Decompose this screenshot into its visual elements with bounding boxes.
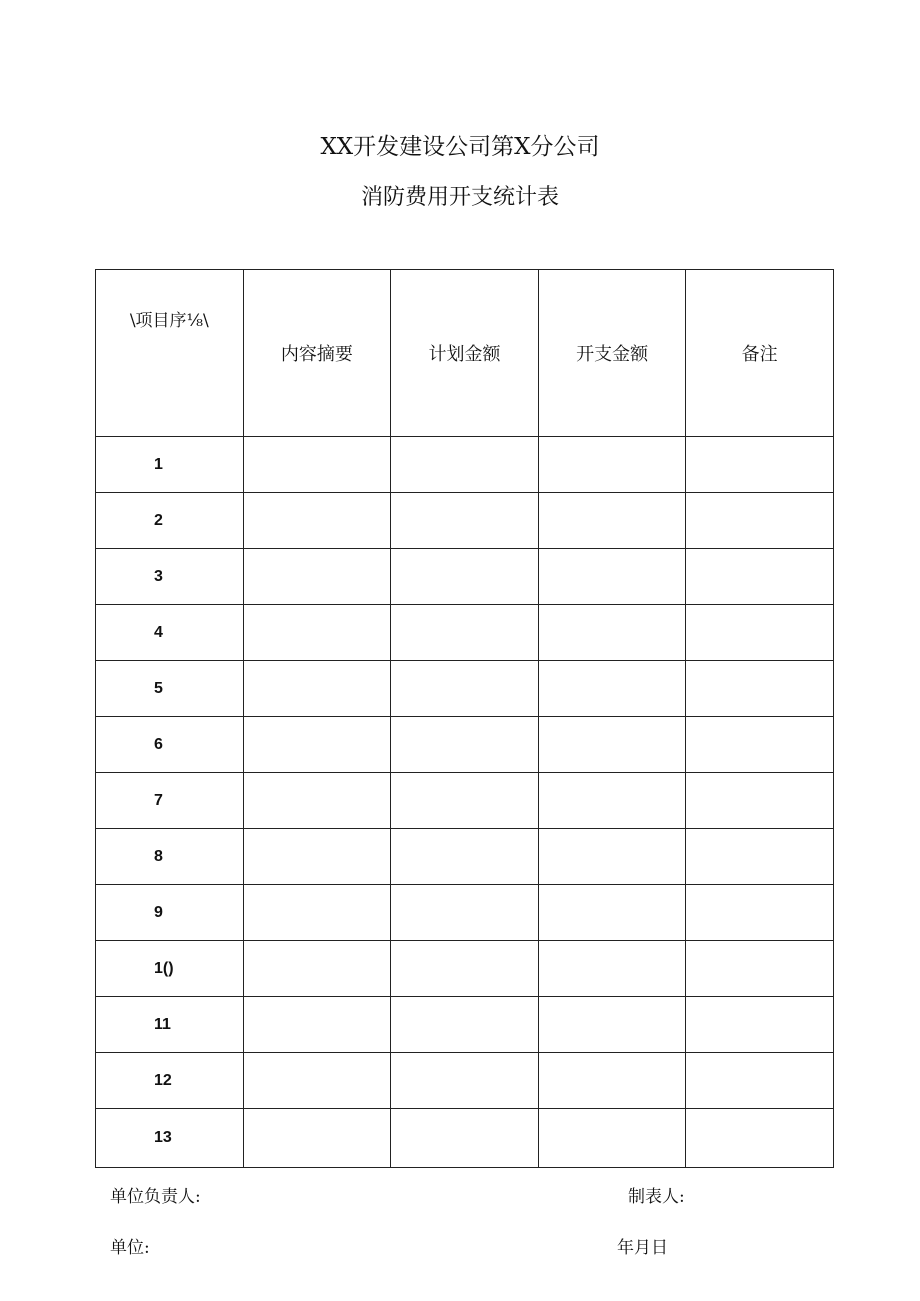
header-item-number-label: \项目序⅛\ [129,311,209,331]
row-number: 13 [96,1109,244,1168]
table-row [96,829,834,885]
date-label: 年月日 [617,1238,668,1258]
planned-amount-cell [391,605,539,661]
actual-amount-cell [538,661,686,717]
content-cell [243,605,391,661]
row-number: 8 [96,829,244,885]
table-row [96,773,834,829]
actual-amount-cell [538,829,686,885]
header-item-number [96,270,244,437]
remarks-cell [686,437,834,493]
planned-amount-cell [391,1109,539,1168]
actual-amount-cell [538,605,686,661]
header-content-summary: 内容摘要 [243,270,391,437]
planned-amount-cell [391,549,539,605]
planned-amount-cell [391,493,539,549]
row-number: 1 [96,437,244,493]
table-row [96,885,834,941]
content-cell [243,717,391,773]
remarks-cell [686,885,834,941]
table-row [96,661,834,717]
actual-amount-cell [538,773,686,829]
table-row [96,605,834,661]
document-subtitle: 消防费用开支统计表 [360,185,559,210]
actual-amount-cell [538,1053,686,1109]
preparer-label: 制表人: [628,1187,685,1207]
remarks-cell [686,997,834,1053]
table-row [96,493,834,549]
actual-amount-cell [538,549,686,605]
row-number: 5 [96,661,244,717]
actual-amount-cell [538,885,686,941]
row-number: 6 [96,717,244,773]
content-cell [243,1109,391,1168]
actual-amount-cell [538,437,686,493]
header-planned-amount: 计划金额 [391,270,539,437]
table-header-row [96,270,834,437]
content-cell [243,661,391,717]
planned-amount-cell [391,773,539,829]
remarks-cell [686,661,834,717]
content-cell [243,493,391,549]
table-row [96,717,834,773]
unit-head-label: 单位负责人: [110,1187,201,1207]
content-cell [243,829,391,885]
row-number: 1() [96,941,244,997]
row-number: 12 [96,1053,244,1109]
content-cell [243,1053,391,1109]
content-cell [243,549,391,605]
remarks-cell [686,829,834,885]
remarks-cell [686,941,834,997]
remarks-cell [686,1109,834,1168]
planned-amount-cell [391,1053,539,1109]
planned-amount-cell [391,997,539,1053]
planned-amount-cell [391,437,539,493]
unit-label: 单位: [110,1238,150,1258]
table-row [96,1109,834,1168]
actual-amount-cell [538,1109,686,1168]
table-row [96,437,834,493]
remarks-cell [686,717,834,773]
planned-amount-cell [391,941,539,997]
planned-amount-cell [391,717,539,773]
content-cell [243,997,391,1053]
actual-amount-cell [538,941,686,997]
expense-table [95,269,834,1168]
remarks-cell [686,773,834,829]
actual-amount-cell [538,717,686,773]
row-number: 3 [96,549,244,605]
content-cell [243,941,391,997]
row-number: 2 [96,493,244,549]
table-row [96,1053,834,1109]
header-actual-amount: 开支金额 [538,270,686,437]
remarks-cell [686,493,834,549]
actual-amount-cell [538,493,686,549]
document-title: XX开发建设公司第X分公司 [320,134,600,160]
table-row [96,549,834,605]
row-number: 7 [96,773,244,829]
remarks-cell [686,549,834,605]
row-number: 11 [96,997,244,1053]
table-row [96,997,834,1053]
row-number: 9 [96,885,244,941]
remarks-cell [686,1053,834,1109]
table-row [96,941,834,997]
actual-amount-cell [538,997,686,1053]
remarks-cell [686,605,834,661]
planned-amount-cell [391,885,539,941]
header-remarks: 备注 [686,270,834,437]
content-cell [243,437,391,493]
content-cell [243,773,391,829]
planned-amount-cell [391,661,539,717]
planned-amount-cell [391,829,539,885]
content-cell [243,885,391,941]
row-number: 4 [96,605,244,661]
